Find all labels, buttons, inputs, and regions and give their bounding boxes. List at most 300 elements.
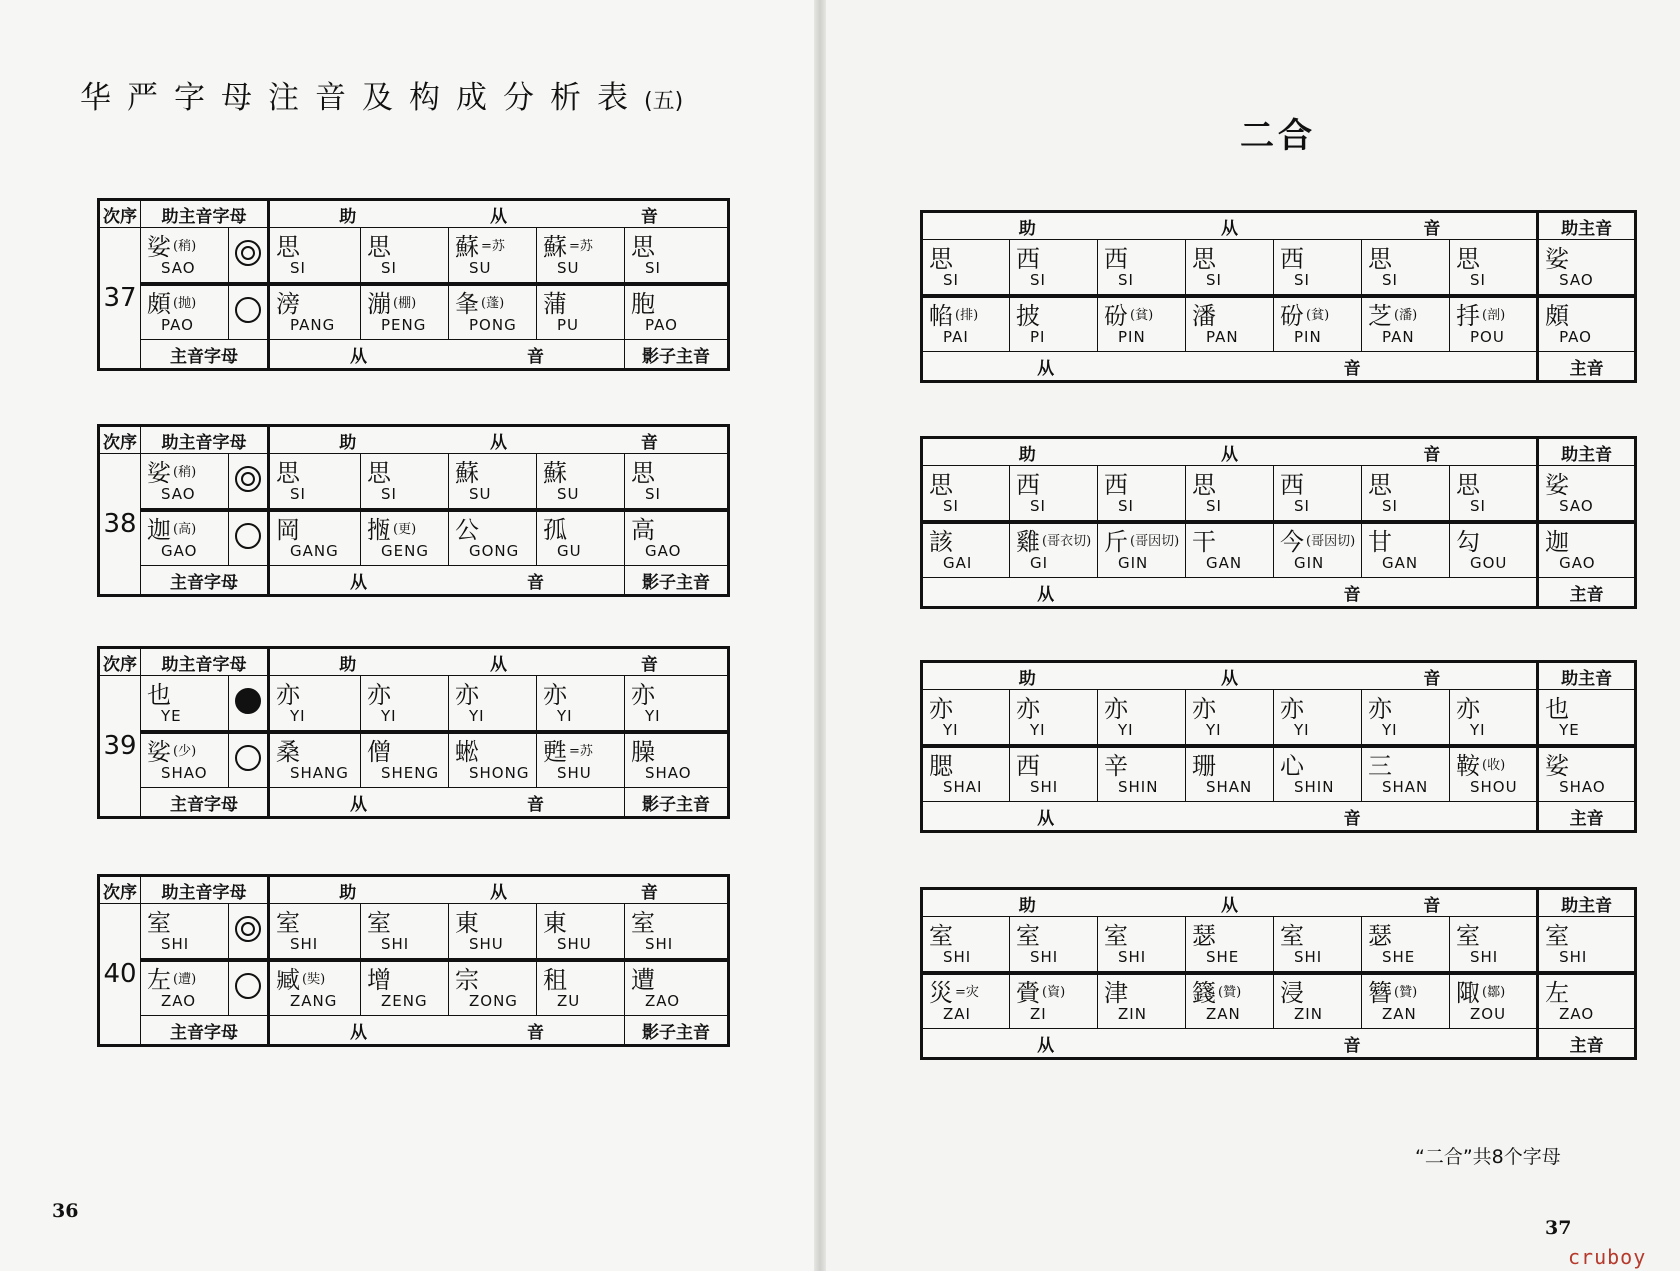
char: 臧 <box>276 966 300 995</box>
aux-sound-cell <box>1274 922 1361 966</box>
romanization: ZENG <box>381 992 428 1011</box>
char: 西 <box>1104 470 1128 499</box>
char: 西 <box>1280 470 1304 499</box>
main-sound-cell <box>1098 528 1185 572</box>
romanization: PIN <box>1118 328 1146 347</box>
double-circle-icon <box>235 240 261 266</box>
romanization: YE <box>161 706 182 725</box>
char: 室 <box>367 908 391 937</box>
char: 三 <box>1368 752 1392 781</box>
shadow-main-footer: 影子主音 <box>625 1016 729 1046</box>
char: 室 <box>929 921 953 950</box>
char: 迦 <box>1545 528 1570 557</box>
aux-sound-cell <box>625 459 727 503</box>
char: 東 <box>543 908 567 937</box>
main-sound-cell <box>1362 979 1449 1023</box>
romanization: SI <box>1206 270 1222 289</box>
cong-label: 从 <box>1221 668 1239 689</box>
aux-group-header <box>269 648 729 676</box>
cong-label: 从 <box>1037 584 1055 605</box>
char: 公 <box>455 516 479 545</box>
char: 遭 <box>631 966 655 995</box>
romanization: YI <box>1206 720 1222 739</box>
yin-label: 音 <box>640 432 658 453</box>
aux-sound-cell <box>1186 695 1273 739</box>
char: 珊 <box>1192 752 1216 781</box>
romanization: GAI <box>943 554 973 573</box>
cong-yin-footer <box>922 802 1538 832</box>
romanization: YI <box>943 720 959 739</box>
yin-label: 音 <box>640 654 658 675</box>
main-sound-cell <box>270 738 360 782</box>
char: 亦 <box>929 694 953 723</box>
aux-sound-cell <box>1362 245 1449 289</box>
aux-sound-cell <box>923 922 1009 966</box>
note: (贊) <box>1218 985 1242 1001</box>
note: (奘) <box>302 972 326 988</box>
char: 僧 <box>367 738 391 767</box>
char: 宗 <box>455 966 479 995</box>
aux-sound-cell <box>1186 471 1273 515</box>
order-header: 次序 <box>99 876 141 904</box>
char: 潘 <box>1192 302 1216 331</box>
char: 娑 <box>1545 752 1570 781</box>
romanization: SU <box>469 258 492 277</box>
note: (高) <box>173 522 197 538</box>
char: 揯 <box>367 516 391 545</box>
shadow-main-footer: 影子主音 <box>625 566 729 596</box>
char: 室 <box>276 908 300 937</box>
romanization: SHAO <box>645 764 692 783</box>
section-title: 二合 <box>1240 116 1316 156</box>
note: (貧) <box>1130 308 1154 324</box>
romanization: ZOU <box>1470 1005 1507 1024</box>
aux-group-header <box>269 200 729 228</box>
aux-main-letter <box>1539 922 1634 966</box>
aux-sound-cell <box>449 909 536 953</box>
aux-sound-cell <box>361 681 448 725</box>
char: 娑 <box>147 232 171 261</box>
romanization: SHI <box>1470 947 1499 966</box>
romanization: SHAO <box>161 764 208 783</box>
aux-main-letter-header: 助主音字母 <box>141 200 269 228</box>
char: 迦 <box>147 516 171 545</box>
romanization: SI <box>381 258 397 277</box>
aux-sound-cell <box>625 909 727 953</box>
char: 思 <box>276 232 300 261</box>
yin-label: 音 <box>1423 895 1441 916</box>
yin-label: 音 <box>1423 218 1441 239</box>
main-sound-cell <box>1098 752 1185 796</box>
aux-sound-cell <box>923 245 1009 289</box>
aux-group-header <box>269 876 729 904</box>
char: 簪 <box>1368 979 1392 1008</box>
romanization: SHI <box>1559 947 1588 966</box>
char: 蘇 <box>543 458 567 487</box>
char: 蘇 <box>455 232 479 261</box>
main-sound-cell <box>1362 528 1449 572</box>
char: 瑟 <box>1192 921 1216 950</box>
order-header: 次序 <box>99 426 141 454</box>
romanization: SHAN <box>1382 778 1429 797</box>
aux-sound-cell <box>1450 245 1536 289</box>
analysis-table-38 <box>97 424 730 597</box>
aux-sound-cell <box>1010 922 1097 966</box>
char: 抙 <box>1456 302 1480 331</box>
char: 西 <box>1104 244 1128 273</box>
romanization: SHONG <box>469 764 530 783</box>
char: 思 <box>929 244 953 273</box>
char: 思 <box>1368 470 1392 499</box>
romanization: ZAO <box>645 992 681 1011</box>
romanization: GI <box>1030 554 1049 573</box>
char: 室 <box>147 908 171 937</box>
open-circle-icon <box>235 745 261 771</box>
cong-yin-footer <box>269 566 625 596</box>
note: (棚) <box>393 296 417 312</box>
char: 思 <box>1192 244 1216 273</box>
aux-group-header <box>922 889 1538 917</box>
romanization: YI <box>381 706 397 725</box>
romanization: SI <box>943 270 959 289</box>
char: 亦 <box>1368 694 1392 723</box>
analysis-table-37 <box>97 198 730 371</box>
open-circle-icon <box>235 297 261 323</box>
char: 桑 <box>276 738 300 767</box>
main-footer: 主音 <box>1538 578 1636 608</box>
char: 該 <box>929 528 953 557</box>
char: 夆 <box>455 290 479 319</box>
cong-label: 从 <box>490 654 507 675</box>
yin-label: 音 <box>1423 668 1441 689</box>
aux-group-header <box>922 662 1538 690</box>
romanization: YI <box>290 706 306 725</box>
main-sound-cell <box>1450 752 1536 796</box>
yin-label: 音 <box>1423 444 1441 465</box>
char: 勾 <box>1456 528 1480 557</box>
char: 浸 <box>1280 979 1304 1008</box>
aux-sound-cell <box>361 233 448 277</box>
char: 蒲 <box>543 290 567 319</box>
romanization: YI <box>1118 720 1134 739</box>
char: 室 <box>1456 921 1480 950</box>
aux-sound-cell <box>1098 922 1185 966</box>
yin-label: 音 <box>640 206 658 227</box>
romanization: SI <box>1118 496 1134 515</box>
romanization: PAO <box>645 316 678 335</box>
romanization: GAN <box>1382 554 1419 573</box>
char: 賫 <box>1016 979 1040 1008</box>
cong-label: 从 <box>490 882 507 903</box>
romanization: PU <box>557 316 580 335</box>
romanization: SI <box>290 484 306 503</box>
romanization: SHAI <box>943 778 983 797</box>
char: 西 <box>1016 752 1040 781</box>
romanization: PAI <box>943 328 969 347</box>
note: (贊) <box>1394 985 1418 1001</box>
romanization: ZAO <box>1559 1005 1595 1024</box>
note: (抛) <box>173 296 197 312</box>
note: (稍) <box>173 464 197 480</box>
char: 心 <box>1280 752 1304 781</box>
char: 芝 <box>1368 302 1392 331</box>
romanization: SAO <box>1559 270 1594 289</box>
aux-sound-cell <box>537 233 624 277</box>
char: 岡 <box>276 516 300 545</box>
romanization: YI <box>1294 720 1310 739</box>
cong-label: 从 <box>350 346 367 367</box>
romanization: PAN <box>1206 328 1239 347</box>
char: 西 <box>1016 244 1040 273</box>
aux-sound-cell <box>270 681 360 725</box>
main-sound-cell <box>537 516 624 560</box>
romanization: ZANG <box>290 992 338 1011</box>
aux-main-letter-header: 助主音字母 <box>141 426 269 454</box>
romanization: SI <box>1470 270 1486 289</box>
romanization: ZIN <box>1118 1005 1147 1024</box>
open-circle-icon <box>235 523 261 549</box>
char: 孤 <box>543 516 567 545</box>
romanization: GIN <box>1294 554 1325 573</box>
romanization: SI <box>1382 496 1398 515</box>
romanization: YI <box>1382 720 1398 739</box>
romanization: SI <box>1030 496 1046 515</box>
romanization: SHOU <box>1470 778 1518 797</box>
char: 室 <box>1280 921 1304 950</box>
yin-label: 音 <box>1343 808 1361 829</box>
left-page <box>0 0 818 1271</box>
romanization: SI <box>290 258 306 277</box>
order-number: 37 <box>99 228 141 370</box>
double-circle-icon <box>235 916 261 942</box>
romanization: PENG <box>381 316 427 335</box>
main-letter-footer: 主音字母 <box>141 566 269 596</box>
char: 思 <box>1192 470 1216 499</box>
char: 頗 <box>1545 302 1570 331</box>
note: (稍) <box>173 238 197 254</box>
main-sound-cell <box>1010 752 1097 796</box>
romanization: SHI <box>1118 947 1147 966</box>
romanization: SAO <box>161 258 196 277</box>
order-number: 38 <box>99 454 141 596</box>
romanization: SHANG <box>290 764 349 783</box>
cong-label: 从 <box>350 572 367 593</box>
main-sound-cell <box>1098 979 1185 1023</box>
romanization: ZI <box>1030 1005 1047 1024</box>
yin-label: 音 <box>527 346 544 367</box>
two-combination-table-3 <box>920 660 1637 833</box>
char: 亦 <box>1016 694 1040 723</box>
char: 東 <box>455 908 479 937</box>
page-title-suffix: (五) <box>644 89 684 114</box>
aux-group-header <box>269 426 729 454</box>
aux-sound-cell <box>1186 922 1273 966</box>
note: =苏 <box>569 744 593 760</box>
romanization: SHENG <box>381 764 440 783</box>
main-letter-footer: 主音字母 <box>141 1016 269 1046</box>
cong-label: 从 <box>350 794 367 815</box>
romanization: PAN <box>1382 328 1415 347</box>
romanization: ZONG <box>469 992 518 1011</box>
note: =苏 <box>481 238 505 254</box>
romanization: GIN <box>1118 554 1149 573</box>
romanization: GAO <box>1559 554 1596 573</box>
main-sound-cell <box>625 966 727 1010</box>
double-circle-icon <box>235 466 261 492</box>
romanization: ZAO <box>161 992 197 1011</box>
cong-yin-footer <box>922 578 1538 608</box>
char: 思 <box>1368 244 1392 273</box>
char: 臊 <box>631 738 655 767</box>
romanization: GAN <box>1206 554 1243 573</box>
aux-sound-cell <box>1362 695 1449 739</box>
romanization: YI <box>645 706 661 725</box>
aux-sound-cell <box>1098 695 1185 739</box>
char: 思 <box>367 458 391 487</box>
note: (剖) <box>1482 308 1506 324</box>
aux-sound-cell <box>537 909 624 953</box>
char: 雞 <box>1016 528 1040 557</box>
aux-main-letter-header: 助主音字母 <box>141 876 269 904</box>
char: 干 <box>1192 528 1216 557</box>
zhu-label: 助 <box>1018 444 1036 465</box>
romanization: PONG <box>469 316 517 335</box>
aux-sound-cell <box>270 233 360 277</box>
main-sound-cell <box>270 516 360 560</box>
main-sound-cell <box>449 738 536 782</box>
romanization: GAO <box>645 542 682 561</box>
cong-label: 从 <box>1221 895 1239 916</box>
aux-main-header: 助主音 <box>1538 212 1636 240</box>
char: 左 <box>147 966 171 995</box>
main-letter <box>141 738 228 782</box>
char: 津 <box>1104 979 1128 1008</box>
aux-sound-cell <box>1362 922 1449 966</box>
note: (哥衣切) <box>1042 534 1092 550</box>
char: 思 <box>1456 470 1480 499</box>
main-sound-cell <box>1450 979 1536 1023</box>
romanization: PANG <box>290 316 336 335</box>
main-footer: 主音 <box>1538 1029 1636 1059</box>
zhu-label: 助 <box>339 206 357 227</box>
romanization: SI <box>1382 270 1398 289</box>
yin-label: 音 <box>1343 584 1361 605</box>
aux-sound-cell <box>449 681 536 725</box>
aux-sound-cell <box>537 459 624 503</box>
aux-sound-cell <box>361 459 448 503</box>
romanization: SI <box>943 496 959 515</box>
aux-main-header: 助主音 <box>1538 662 1636 690</box>
main-sound-cell <box>1362 302 1449 346</box>
main-sound-cell <box>1186 752 1273 796</box>
main-sound-cell <box>537 738 624 782</box>
main-sound-cell <box>1186 528 1273 572</box>
main-sound-cell <box>1450 528 1536 572</box>
main-footer: 主音 <box>1538 802 1636 832</box>
main-sound-cell <box>1274 979 1361 1023</box>
cong-yin-footer <box>922 1029 1538 1059</box>
aux-sound-cell <box>1098 471 1185 515</box>
char: 腮 <box>929 752 953 781</box>
aux-sound-cell <box>1450 471 1536 515</box>
main-sound-cell <box>361 516 448 560</box>
footnote: “二合”共8个字母 <box>1415 1146 1561 1168</box>
aux-group-header <box>922 438 1538 466</box>
romanization: YI <box>469 706 485 725</box>
aux-sound-cell <box>625 681 727 725</box>
note: (潘) <box>1394 308 1418 324</box>
char: 蘇 <box>455 458 479 487</box>
aux-group-header <box>922 212 1538 240</box>
note: (蓬) <box>481 296 505 312</box>
romanization: SHI <box>645 934 674 953</box>
char: 也 <box>147 680 171 709</box>
char: 思 <box>631 458 655 487</box>
main-sound-cell <box>625 290 727 334</box>
yin-label: 音 <box>527 1022 544 1043</box>
char: 亦 <box>455 680 479 709</box>
note: =灾 <box>955 985 979 1001</box>
two-combination-table-4 <box>920 887 1637 1060</box>
char: 瑟 <box>1368 921 1392 950</box>
char: 娑 <box>1545 470 1570 499</box>
romanization: ZAI <box>943 1005 971 1024</box>
main-sound-cell <box>537 966 624 1010</box>
note: (排) <box>955 308 979 324</box>
char: 高 <box>631 516 655 545</box>
char: 甘 <box>1368 528 1392 557</box>
aux-sound-cell <box>923 471 1009 515</box>
yin-label: 音 <box>527 794 544 815</box>
main-sound-cell <box>923 302 1009 346</box>
main-sound-cell <box>361 738 448 782</box>
page-title-text: 华严字母注音及构成分析表 <box>80 80 644 116</box>
main-letter <box>1539 528 1634 572</box>
note: (貧) <box>1306 308 1330 324</box>
char: 陬 <box>1456 979 1480 1008</box>
char: 亦 <box>1456 694 1480 723</box>
yin-label: 音 <box>527 572 544 593</box>
main-letter <box>1539 752 1634 796</box>
romanization: SHU <box>469 934 504 953</box>
main-letter <box>1539 302 1634 346</box>
shadow-main-footer: 影子主音 <box>625 340 729 370</box>
main-sound-cell <box>537 290 624 334</box>
main-letter <box>141 516 228 560</box>
main-sound-cell <box>1098 302 1185 346</box>
romanization: ZU <box>557 992 581 1011</box>
cong-label: 从 <box>1221 444 1239 465</box>
char: 亦 <box>1280 694 1304 723</box>
aux-sound-cell <box>1010 695 1097 739</box>
char: 室 <box>631 908 655 937</box>
romanization: GAO <box>161 542 198 561</box>
char: 也 <box>1545 694 1570 723</box>
analysis-table-39 <box>97 646 730 819</box>
aux-main-letter <box>1539 695 1634 739</box>
char: 辛 <box>1104 752 1128 781</box>
romanization: SHE <box>1382 947 1416 966</box>
romanization: GU <box>557 542 582 561</box>
main-sound-cell <box>1274 528 1361 572</box>
zhu-label: 助 <box>1018 668 1036 689</box>
main-sound-cell <box>625 516 727 560</box>
main-sound-cell <box>1010 979 1097 1023</box>
aux-sound-cell <box>1010 245 1097 289</box>
char: 斤 <box>1104 528 1128 557</box>
order-header: 次序 <box>99 648 141 676</box>
char: 思 <box>276 458 300 487</box>
